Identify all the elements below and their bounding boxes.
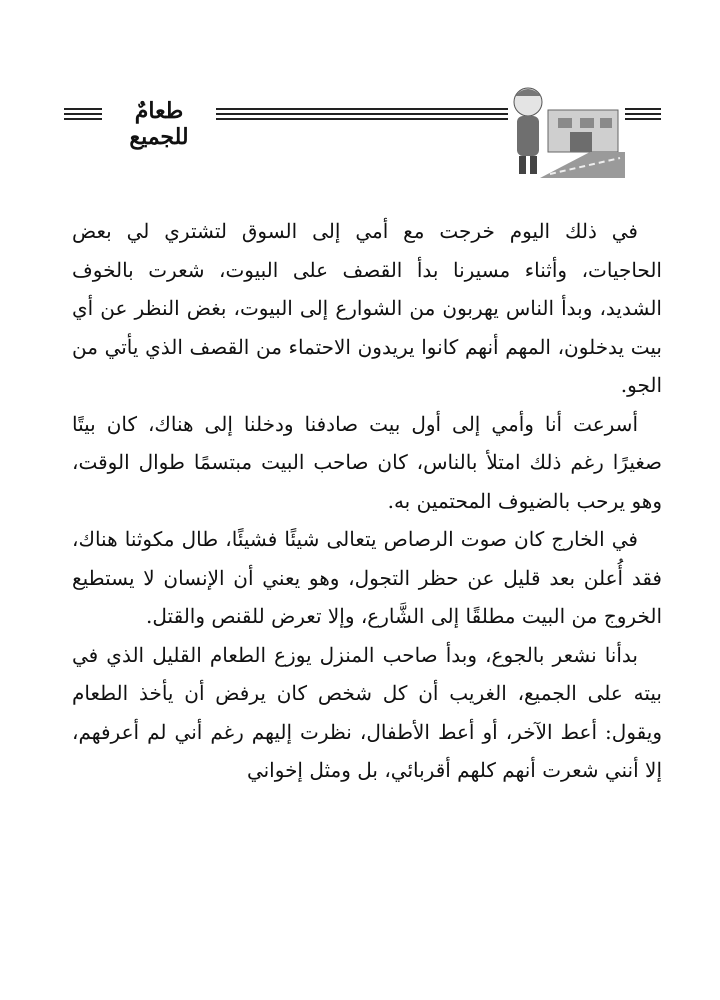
story-text bbox=[72, 212, 662, 790]
paragraph: في الخارج كان صوت الرصاص يتعالى شيئًا فشيئًا، طال مكوثنا هناك، فقد أُعلن بعد قليل عن حظر التجول، وهو يعني أن الإنسان لا يستطيع الخروج من البيت مطلقًا إلى الشَّارع، وإلا تعرض للقنص والقتل. bbox=[72, 527, 662, 628]
paragraph: بدأنا نشعر بالجوع، وبدأ صاحب المنزل يوزع الطعام القليل الذي في بيته على الجميع، الغريب أن كل شخص كان يرفض أن يأخذ الطعام ويقول: أعط الآخر، أو أعط الأطفال، نظرت إليهم رغم أني لم أعرفهم، إلا أنني شعرت أنهم كلهم أقربائي، بل ومثل إخواني bbox=[72, 642, 662, 782]
boy-in-street-icon bbox=[510, 78, 625, 178]
paragraph: في ذلك اليوم خرجت مع أمي إلى السوق لتشتري لي بعض الحاجيات، وأثناء مسيرنا بدأ القصف على البيوت، شعرت بالخوف الشديد، وبدأ الناس يهربون من الشوارع إلى البيوت، بغض النظر عن أي بيت يدخلون، المهم أنهم كانوا يريدون الاحتماء من القصف الذي يأتي من الجو. bbox=[72, 219, 662, 397]
middle-decorative-rule bbox=[216, 108, 508, 123]
paragraph: أسرعت أنا وأمي إلى أول بيت صادفنا ودخلنا إلى هناك، كان بيتًا صغيرًا رغم ذلك امتلأ بالناس، كان صاحب البيت مبتسمًا طوال الوقت، وهو يرحب بالضيوف المحتمين به. bbox=[72, 411, 662, 513]
page-title: طعامٌ للجميع bbox=[129, 98, 189, 150]
header bbox=[50, 78, 660, 178]
left-decorative-rule bbox=[64, 108, 102, 123]
right-decorative-rule bbox=[625, 108, 661, 123]
